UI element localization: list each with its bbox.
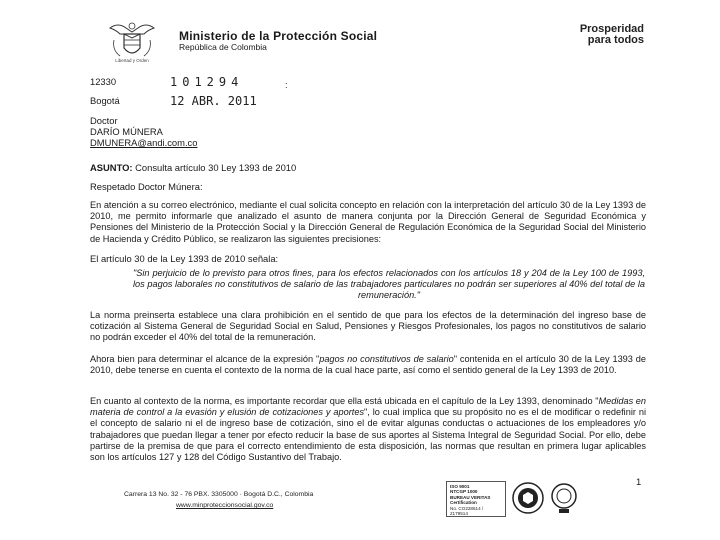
stamp-mark: : — [285, 79, 288, 90]
paragraph-5 — [90, 396, 646, 463]
cert-ntcgp: NTCGP 1000 — [450, 489, 478, 495]
p4-end: " contenida en el artículo 30 de la Ley 1393 de 2010, debe tenerse en cuenta el contexto de la norma de la cual hace parte, así como el sentido general de la Ley 1393 de 2010. — [90, 354, 646, 376]
p5-end: ", lo cual implica que su propósito no es el de modificar o redefinir ni el concepto de salario ni el de ingreso base de cotización, sino el de evitar algunas conductas o actuaciones de los empleadores y/o trabajadores que puedan llegar a tener por efecto reducir la base de sus aportes al Sistema Integral de Seguridad Social. Por ello, debe partirse de la premisa de que para el correcto entendimiento de esta disposición, las normas que resultan en primera lugar aplicables son los artículos 127 y 128 del Código Sustantivo del Trabajo. — [90, 407, 646, 463]
paragraph-2: El artículo 30 de la Ley 1393 de 2010 señala: — [90, 253, 279, 264]
footer-address: Carrera 13 No. 32 - 76 PBX. 3305000 · Bogotá D.C., Colombia — [124, 491, 314, 498]
cert-code: No. CO228614 / 2179514 — [450, 505, 484, 517]
cert-bureau: BUREAU VERITAS — [450, 494, 491, 500]
recipient-email[interactable]: DMUNERA@andi.com.co — [90, 137, 198, 148]
cert-iso: ISO 9001 — [450, 484, 470, 489]
paragraph-4 — [90, 354, 646, 376]
legal-quote: "Sin perjuicio de lo previsto para otros fines, para los efectos relacionados con los artículos 18 y 204 de la Ley 100 de 1993, los pagos laborales no constitutivos de salario de las trabajadores particulares no podrán ser superiores al 40% del total de la remuneración." — [133, 268, 645, 301]
salutation: Respetado Doctor Múnera: — [90, 181, 203, 192]
p5-start: En cuanto al contexto de la norma, es importante recordar que ella está ubicada en el capítulo de la Ley 1393, denominado " — [90, 396, 599, 406]
radicado-stamp: 101294 — [170, 75, 244, 89]
recipient-name: DARÍO MÚNERA — [90, 126, 163, 137]
p4-italic: pagos no constitutivos de salario — [319, 354, 454, 364]
certification-seal-icon — [549, 481, 579, 515]
p4-start: Ahora bien para determinar el alcance de la expresión " — [90, 354, 320, 364]
slogan-line-1: Prosperidad — [579, 23, 644, 35]
iso-certification-badge — [446, 481, 506, 517]
bureau-veritas-seal-icon — [510, 481, 546, 515]
cert-certification: Certification — [450, 500, 477, 506]
subject-label: ASUNTO: — [90, 162, 133, 173]
p5-italic: Medidas en materia de control a la evasión y elusión de cotizaciones y aportes — [90, 396, 646, 418]
crest-caption: Libertad y Orden — [115, 58, 149, 63]
ministry-title: Ministerio de la Protección Social — [179, 29, 378, 43]
slogan-line-2: para todos — [587, 34, 644, 46]
paragraph-1: En atención a su correo electrónico, mediante el cual solicita concepto en relación con la interpretación del artículo 30 de la Ley 1393 de 2010, me permito informarle que analizado el asunto de manera conjunta por la Dirección General de Seguridad Económica y Pensiones del Ministerio de la Protección Social y la Dirección General de Regulación Económica de la Seguridad Social del Ministerio de Hacienda y Crédito Público, se realizaron las siguientes precisiones: — [90, 200, 646, 244]
date-stamp: 12 ABR. 2011 — [170, 94, 257, 108]
page-number: 1 — [636, 476, 642, 487]
reference-number: 12330 — [90, 76, 117, 87]
subject-line — [90, 162, 296, 174]
footer-website[interactable]: www.minproteccionsocial.gov.co — [176, 502, 274, 509]
republic-subtitle: República de Colombia — [179, 42, 267, 52]
slogan-logo — [560, 24, 644, 46]
city: Bogotá — [90, 95, 120, 106]
recipient-title: Doctor — [90, 115, 118, 126]
paragraph-3: La norma preinserta establece una clara prohibición en el sentido de que para los efectos de la determinación del ingreso base de cotización al Sistema General de Seguridad Social en Salud, Pensiones y Riesgos Profesionales, los pagos no constitutivos de salario no podrán exceder el 40% del total de la remuneración. — [90, 310, 646, 343]
subject-text: Consulta artículo 30 Ley 1393 de 2010 — [135, 162, 297, 173]
coat-of-arms-icon — [104, 20, 160, 60]
